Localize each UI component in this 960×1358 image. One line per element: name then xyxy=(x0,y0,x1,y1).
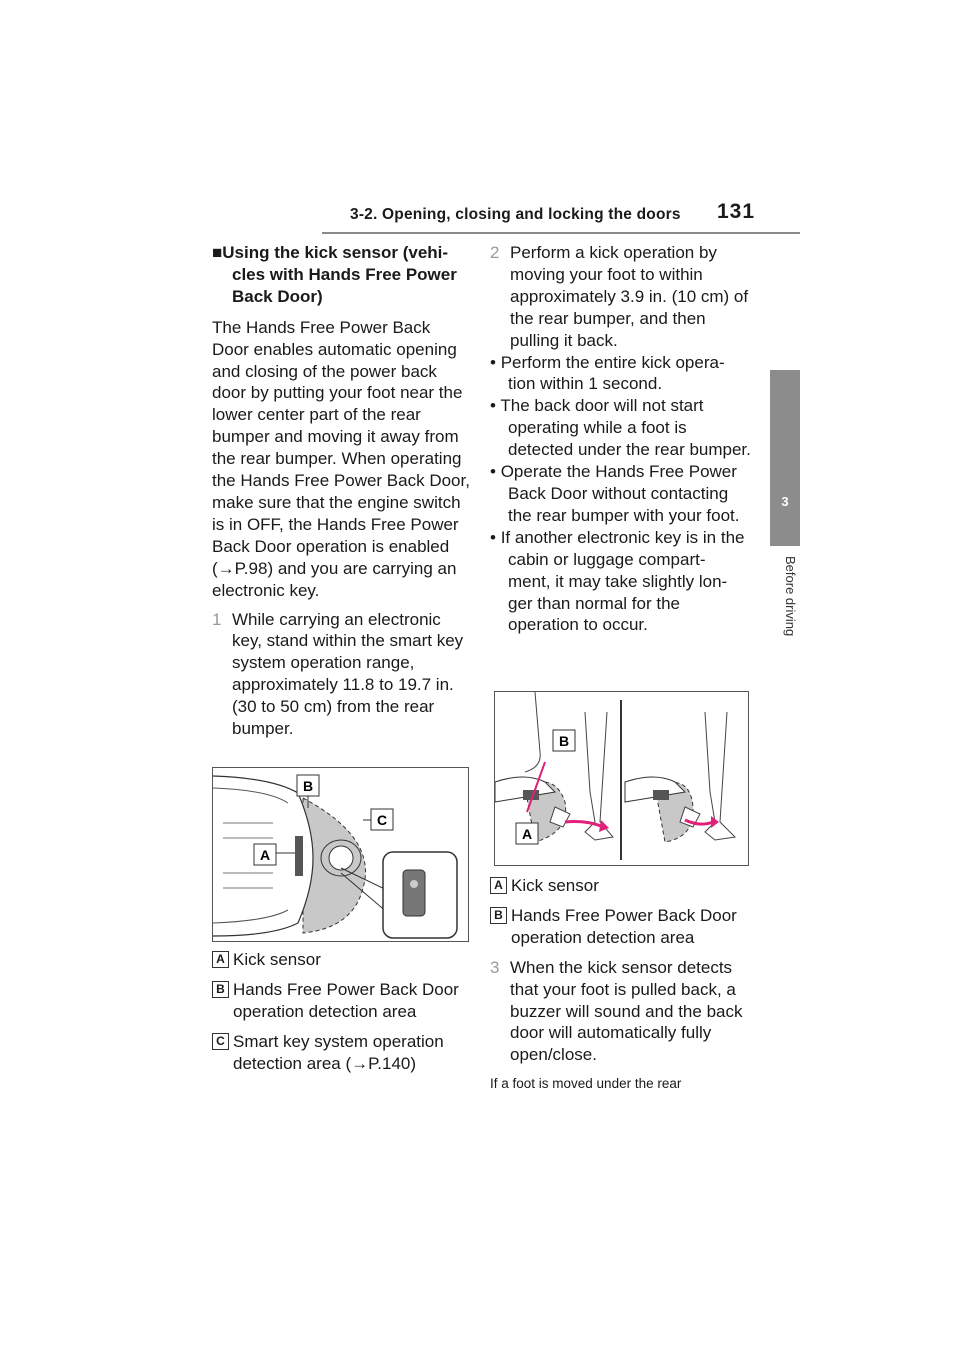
footnote: If a foot is moved under the rear xyxy=(490,1076,682,1092)
legend-item-b xyxy=(490,905,752,949)
left-legend xyxy=(212,949,470,1075)
legend-text: Smart key system operation detection area (→P.140) xyxy=(233,1031,444,1073)
figure-top-view-rear-bumper xyxy=(212,767,469,942)
figure-label-b: B xyxy=(558,733,570,749)
left-column xyxy=(212,242,470,740)
figure-kick-operation xyxy=(494,691,749,866)
figure-label-a: A xyxy=(259,847,271,863)
step-2 xyxy=(490,242,752,352)
bullet-item: • If another electronic key is in the cabin or luggage compart- ment, it may take slightly lon- ger than normal for the operation to occur. xyxy=(490,527,745,635)
chapter-tab-label: Before driving xyxy=(783,556,798,637)
step-number: 2 xyxy=(490,243,500,262)
bullet-item: • Operate the Hands Free Power Back Door without contacting the rear bumper with your foot. xyxy=(490,462,740,525)
legend-text: Hands Free Power Back Door operation detection area xyxy=(233,979,459,1021)
intro-paragraph: The Hands Free Power Back Door enables automatic opening and closing of the power back door by putting your foot near the lower center part of the rear bumper and moving it away from the rear bumper. When operating the Hands Free Power Back Door, make sure that the engine switch is in OFF, the Hands Free Power Back Door operation is enabled (→P.98) and you are carrying an electronic key. xyxy=(212,317,470,600)
header-rule xyxy=(322,232,800,234)
step-text: When the kick sensor detects that your foot is pulled back, a buzzer will sound and the back door will automatically fully open/close. xyxy=(510,957,743,1065)
legend-key: C xyxy=(212,1033,229,1050)
chapter-tab xyxy=(770,370,800,546)
bullet-item: • Perform the entire kick opera- tion within 1 second. xyxy=(490,352,725,394)
section-title: 3-2. Opening, closing and locking the doors xyxy=(350,206,681,223)
legend-key: B xyxy=(212,981,229,998)
step-text: While carrying an electronic key, stand within the smart key system operation range, approximately 11.8 to 19.7 in. (30 to 50 cm) from the rear bumper. xyxy=(232,609,464,739)
step-1 xyxy=(212,609,470,740)
bullet-item: • The back door will not start operating while a foot is detected under the rear bumper. xyxy=(490,396,751,460)
page-number: 131 xyxy=(717,200,756,223)
legend-text: Kick sensor xyxy=(233,950,321,969)
step-text: Perform a kick operation by moving your foot to within approximately 3.9 in. (10 cm) of the rear bumper, and then pulling it back. xyxy=(510,243,749,350)
figure-label-c: C xyxy=(376,812,388,828)
right-legend xyxy=(490,875,752,1091)
legend-item-b xyxy=(212,979,470,1023)
legend-key: A xyxy=(212,951,229,968)
step-number: 1 xyxy=(212,609,222,629)
chapter-tab-divider xyxy=(770,546,800,547)
figure-label-a: A xyxy=(521,826,533,842)
chapter-tab-number: 3 xyxy=(781,494,789,509)
right-column xyxy=(490,242,752,636)
legend-key: A xyxy=(490,877,507,894)
step-number: 3 xyxy=(490,957,500,977)
legend-item-c xyxy=(212,1031,470,1075)
step-3 xyxy=(490,957,752,1067)
legend-key: B xyxy=(490,907,507,924)
legend-text: Kick sensor xyxy=(511,876,599,895)
legend-item-a xyxy=(212,949,470,971)
figure-label-b: B xyxy=(302,778,314,794)
subsection-heading: ■Using the kick sensor (vehi- cles with Hands Free Power Back Door) xyxy=(212,243,457,306)
legend-item-a xyxy=(490,875,752,897)
legend-text: Hands Free Power Back Door operation detection area xyxy=(511,905,737,947)
